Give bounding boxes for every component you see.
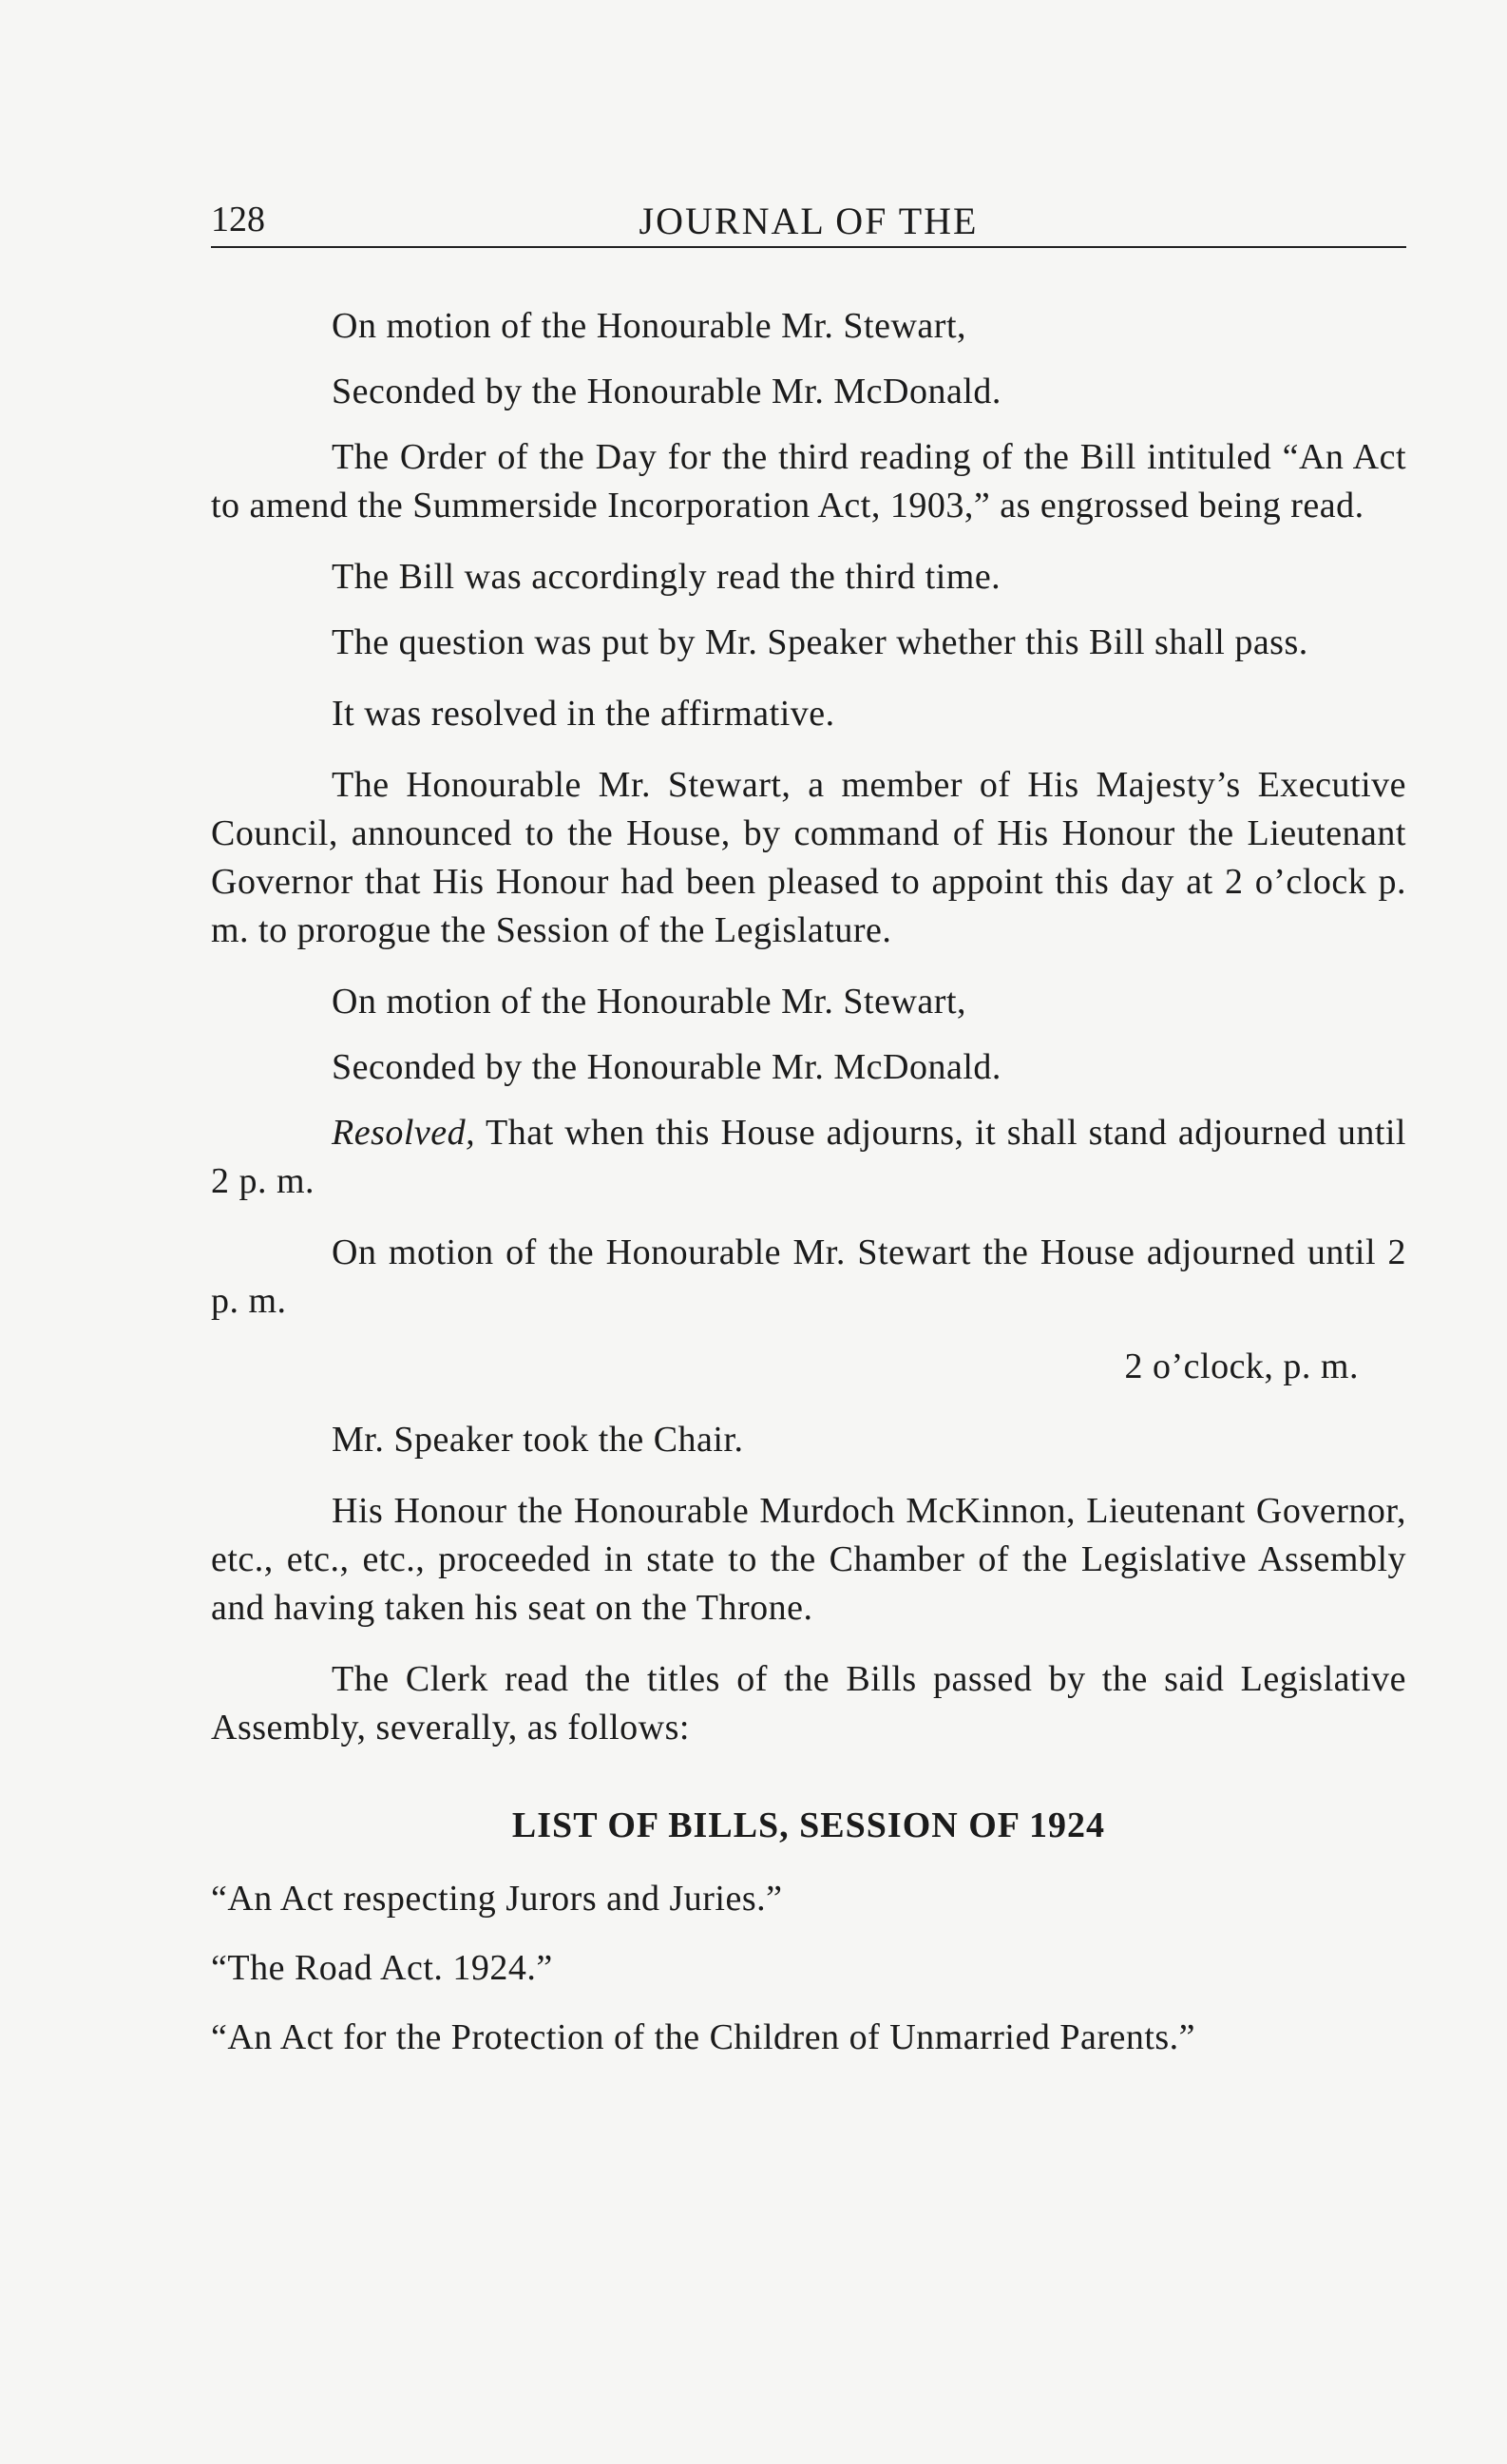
- paragraph-resolved-affirmative: It was resolved in the affirmative.: [332, 694, 835, 734]
- resolved-text: That when this House adjourns, it shall stand adjourned until 2 p. m.: [211, 1113, 1406, 1201]
- paragraph-resolved: [211, 1109, 1406, 1206]
- paragraph-seconded: Seconded by the Honourable Mr. McDonald.: [332, 372, 1001, 411]
- paragraph-third-reading: The Bill was accordingly read the third time.: [332, 557, 1001, 597]
- paragraph-seconded-2: Seconded by the Honourable Mr. McDonald.: [332, 1047, 1001, 1087]
- journal-body: [211, 302, 1406, 2062]
- running-head: JOURNAL OF THE: [639, 200, 979, 242]
- journal-page: [211, 195, 1406, 2083]
- paragraph-order-of-day: The Order of the Day for the third reading of the Bill intituled “An Act to amend the Summerside Incorporation Act, 1903,” as engrossed being read.: [211, 437, 1406, 525]
- paragraph-clerk: The Clerk read the titles of the Bills passed by the said Legislative Assembly, severally, as follows:: [211, 1659, 1406, 1748]
- bill-item: “An Act respecting Jurors and Juries.”: [211, 1879, 783, 1919]
- paragraph-motion-2: On motion of the Honourable Mr. Stewart,: [332, 982, 967, 1022]
- page-number: 128: [211, 200, 265, 239]
- bill-item: “An Act for the Protection of the Children of Unmarried Parents.”: [211, 2017, 1196, 2057]
- bills-heading: LIST OF BILLS, SESSION OF 1924: [511, 1805, 1106, 1845]
- time-heading: 2 o’clock, p. m.: [1124, 1347, 1359, 1386]
- paragraph-announcement: The Honourable Mr. Stewart, a member of His Majesty’s Executive Council, announced to the House, by command of His Honour the Lieutenant Governor that His Honour had been pleased to appoint this day at 2 o’clock p. m. to prorogue the Session of the Legislature.: [211, 765, 1406, 950]
- paragraph-adjourn: On motion of the Honourable Mr. Stewart the House adjourned until 2 p. m.: [211, 1232, 1406, 1321]
- paragraph-motion: On motion of the Honourable Mr. Stewart,: [332, 306, 967, 346]
- resolved-lead: Resolved,: [332, 1113, 476, 1153]
- paragraph-lieutenant-governor: His Honour the Honourable Murdoch McKinnon, Lieutenant Governor, etc., etc., etc., proceeded in state to the Chamber of the Legislative Assembly and having taken his seat on the Throne.: [211, 1491, 1406, 1628]
- paragraph-speaker-chair: Mr. Speaker took the Chair.: [332, 1420, 744, 1460]
- bill-item: “The Road Act. 1924.”: [211, 1948, 553, 1988]
- paragraph-question: The question was put by Mr. Speaker whether this Bill shall pass.: [332, 622, 1308, 662]
- page-header: [211, 195, 1406, 248]
